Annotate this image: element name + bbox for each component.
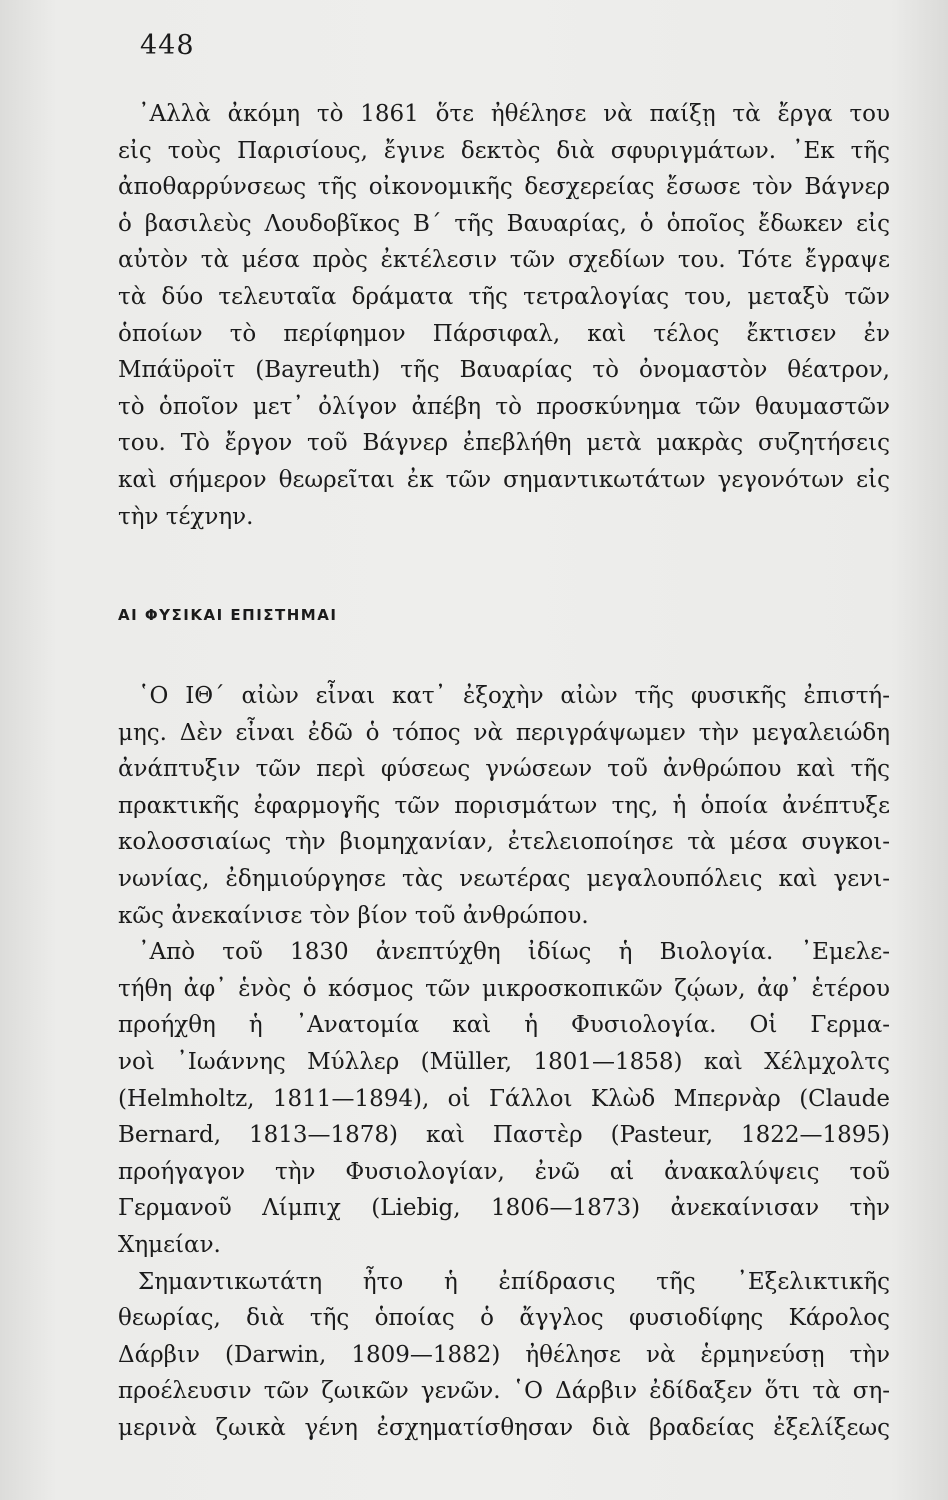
text-line: Σημαντικωτάτη ἦτο ἡ ἐπίδρασις τῆς ᾿Εξελικτικῆς (138, 1268, 890, 1295)
text-line: ᾿Αλλὰ ἀκόμη τὸ 1861 ὅτε ἠθέλησε νὰ παίξῃ τὰ ἔργα του (138, 101, 890, 127)
text-line: προέλευσιν τῶν ζωικῶν γενῶν. ῾Ο Δάρβιν ἐδίδαξεν ὅτι τὰ ση- (118, 1378, 890, 1405)
text-line: εἰς τοὺς Παρισίους, ἔγινε δεκτὸς διὰ σφυριγμάτων. ᾿Εκ τῆς (118, 137, 890, 164)
text-line: καὶ σήμερον θεωρεῖται ἐκ τῶν σημαντικωτάτων γεγονότων εἰς (118, 466, 890, 493)
text-line: θεωρίας, διὰ τῆς ὁποίας ὁ ἄγγλος φυσιοδίφης Κάρολος (118, 1305, 890, 1332)
text-line: ἀνάπτυξιν τῶν περὶ φύσεως γνώσεων τοῦ ἀνθρώπου καὶ τῆς (118, 756, 890, 783)
text-line: κολοσσιαίως τὴν βιομηχανίαν, ἐτελειοποίησε τὰ μέσα συγκοι- (118, 829, 890, 856)
page-number: 448 (140, 30, 195, 61)
text-line: Μπάϋροϊτ (Bayreuth) τῆς Βαυαρίας τὸ ὀνομαστὸν θέατρον, (118, 357, 890, 384)
text-line: προήχθη ἡ ᾿Ανατομία καὶ ἡ Φυσιολογία. Οἱ Γερμα- (118, 1012, 890, 1039)
text-line: πρακτικῆς ἐφαρμογῆς τῶν πορισμάτων της, ἡ ὁποία ἀνέπτυξε (118, 792, 890, 819)
text-line: νοὶ ᾿Ιωάννης Μύλλερ (Müller, 1801—1858) καὶ Χέλμχολτς (118, 1048, 890, 1075)
section-heading: ΑΙ ΦΥΣΙΚΑΙ ΕΠΙΣΤΗΜΑΙ (118, 606, 338, 624)
paragraph-wagner (118, 96, 890, 535)
text-line: του. Τὸ ἔργον τοῦ Βάγνερ ἐπεβλήθη μετὰ μακρὰς συζητήσεις (118, 430, 890, 457)
text-line: ὁποίων τὸ περίφημον Πάρσιφαλ, καὶ τέλος ἔκτισεν ἐν (118, 320, 890, 347)
text-line: μερινὰ ζωικὰ γένη ἐσχηματίσθησαν διὰ βραδείας ἐξελίξεως (118, 1414, 890, 1441)
text-line: νωνίας, ἐδημιούργησε τὰς νεωτέρας μεγαλουπόλεις καὶ γενι- (118, 865, 890, 892)
text-line: ῾Ο ΙΘ΄ αἰὼν εἶναι κατ᾿ ἐξοχὴν αἰὼν τῆς φυσικῆς ἐπιστή- (138, 683, 890, 709)
text-line: (Helmholtz, 1811—1894), οἱ Γάλλοι Κλὼδ Μπερνὰρ (Claude (118, 1085, 890, 1112)
text-line: τήθη ἀφ᾿ ἑνὸς ὁ κόσμος τῶν μικροσκοπικῶν ζῴων, ἀφ᾿ ἑτέρου (118, 975, 890, 1002)
text-line: Bernard, 1813—1878) καὶ Παστὲρ (Pasteur, 1822—1895) (118, 1122, 890, 1149)
text-line: τὸ ὁποῖον μετ᾿ ὀλίγον ἀπέβη τὸ προσκύνημα τῶν θαυμαστῶν (118, 393, 890, 420)
text-line: Χημείαν. (118, 1231, 221, 1258)
text-line: ἀποθαρρύνσεως τῆς οἰκονομικῆς δεσχερείας ἔσωσε τὸν Βάγνερ (118, 174, 890, 201)
text-line: αὐτὸν τὰ μέσα πρὸς ἐκτέλεσιν τῶν σχεδίων του. Τότε ἔγραψε (118, 247, 890, 274)
text-line: ὁ βασιλεὺς Λουδοβῖκος Β΄ τῆς Βαυαρίας, ὁ ὁποῖος ἔδωκεν εἰς (118, 210, 890, 237)
paragraph-natural-sciences (118, 678, 890, 1446)
text-line: τὰ δύο τελευταῖα δράματα τῆς τετραλογίας του, μεταξὺ τῶν (118, 283, 890, 310)
text-line: Γερμανοῦ Λίμπιχ (Liebig, 1806—1873) ἀνεκαίνισαν τὴν (118, 1195, 890, 1222)
text-line: μης. Δὲν εἶναι ἐδῶ ὁ τόπος νὰ περιγράψωμεν τὴν μεγαλειώδη (118, 719, 890, 746)
text-line: προήγαγον τὴν Φυσιολογίαν, ἐνῶ αἱ ἀνακαλύψεις τοῦ (118, 1158, 890, 1185)
text-line: ᾿Απὸ τοῦ 1830 ἀνεπτύχθη ἰδίως ἡ Βιολογία. ᾿Εμελε- (138, 939, 890, 966)
text-line: τὴν τέχνην. (118, 503, 254, 530)
text-line: κῶς ἀνεκαίνισε τὸν βίον τοῦ ἀνθρώπου. (118, 902, 589, 929)
text-line: Δάρβιν (Darwin, 1809—1882) ἠθέλησε νὰ ἑρμηνεύσῃ τὴν (118, 1341, 890, 1368)
